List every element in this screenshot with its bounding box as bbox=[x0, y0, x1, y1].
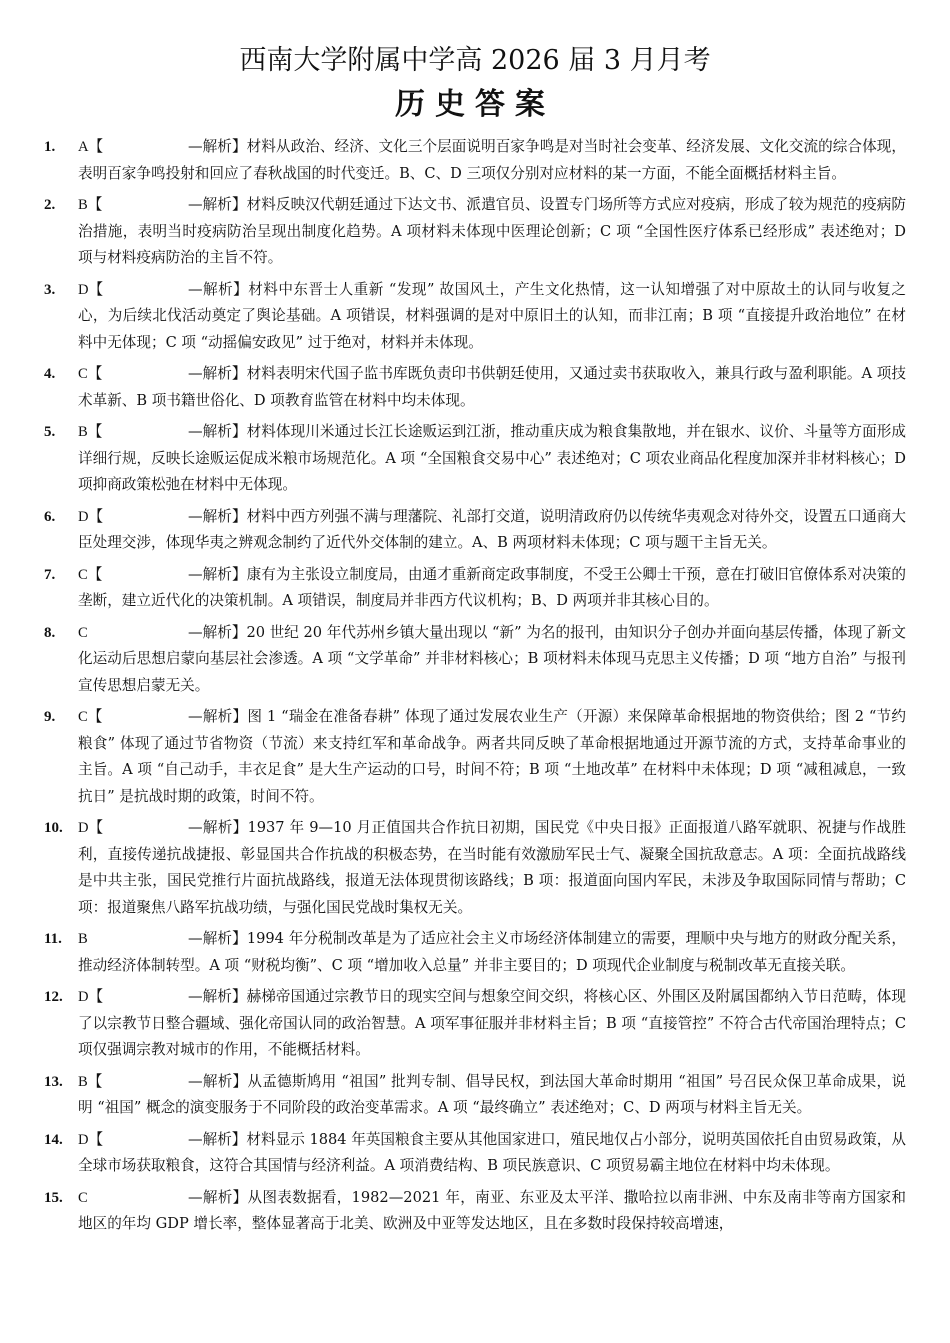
question-number: 9. bbox=[44, 709, 56, 725]
analysis-text: 材料显示 1884 年英国粮食主要从其他国家进口，殖民地仅占小部分，说明英国依托自由贸易政策，从全球市场获取粮食，这符合其国情与经济利益。A 项消费结构、B 项民族意识、C 项贸易霸主地位在材料中均未体现。 bbox=[78, 1130, 906, 1174]
analysis-text: 材料表明宋代国子监书库既负责印书供朝廷使用，又通过卖书获取收入，兼具行政与盈利职能。A 项技术革新、B 项书籍世俗化、D 项教育监管在材料中均未体现。 bbox=[78, 365, 906, 409]
question-number: 7. bbox=[44, 566, 56, 583]
analysis-text: 材料中东晋士人重新 “发现” 故国风土，产生文化热情，这一认知增强了对中原故土的认同与收复之心，为后续北伐活动奠定了舆论基础。A 项错误，材料强调的是对中原旧土的认知，而非江南；B 项 “直接提升政治地位” 在材料中无体现；C 项 “动摇偏安政见” 过于绝对，材料并未体现。 bbox=[78, 280, 906, 351]
analysis-text: 20 世纪 20 年代苏州乡镇大量出现以 “新” 为名的报刊，由知识分子创办并面向基层传播，体现了新文化运动后思想启蒙向基层社会渗透。A 项 “文学革命” 并非材料核心；B 项材料未体现马克思主义传播；D 项 “地方自治” 与报刊宣传思想启蒙无关。 bbox=[78, 623, 906, 694]
analysis-label: —解析】 bbox=[188, 1188, 248, 1206]
analysis-text: 图 1 “瑞金在准备春耕” 体现了通过发展农业生产（开源）来保障革命根据地的物资供给；图 2 “节约粮食” 体现了通过节省物资（节流）来支持红军和革命战争。两者共同反映了革命根据地通过开源节流的方式，支持革命事业的主旨。A 项 “自己动手，丰衣足食” 是大生产运动的口号，时间不符；B 项 “土地改革” 在材料中未体现；D 项 “减租减息，一致抗日” 是抗战时期的政策，时间不符。 bbox=[78, 708, 906, 805]
answer-choice: D【 bbox=[78, 281, 104, 298]
analysis-label: —解析】 bbox=[188, 280, 249, 298]
question-number: 8. bbox=[44, 624, 56, 641]
answer-item bbox=[44, 562, 906, 615]
analysis-text: 从图表数据看，1982—2021 年，南亚、东亚及太平洋、撒哈拉以南非洲、中东及南非等南方国家和地区的年均 GDP 增长率，整体显著高于北美、欧洲及中亚等发达地区，且在多数时段保持较高增速， bbox=[78, 1188, 906, 1232]
answer-choice: C【 bbox=[78, 566, 103, 583]
page-title: 西南大学附属中学高 2026 届 3 月月考 bbox=[239, 45, 711, 76]
answer-item bbox=[44, 1069, 906, 1122]
answer-choice: C【 bbox=[78, 709, 103, 725]
answer-item bbox=[44, 620, 906, 700]
analysis-text: 从孟德斯鸠用 “祖国” 批判专制、倡导民权，到法国大革命时期用 “祖国” 号召民众保卫革命成果，说明 “祖国” 概念的演变服务于不同阶段的政治变革需求。A 项 “最终确立” 表述绝对；C、D 两项与材料主旨无关。 bbox=[78, 1072, 906, 1116]
analysis-text: 材料中西方列强不满与理藩院、礼部打交道，说明清政府仍以传统华夷观念对待外交，设置五口通商大臣处理交涉，体现华夷之辨观念制约了近代外交体制的建立。A、B 两项材料未体现；C 项与题干主旨无关。 bbox=[78, 507, 906, 551]
question-number: 2. bbox=[44, 197, 56, 213]
answer-choice: B【 bbox=[78, 424, 103, 440]
answer-choice: C【 bbox=[78, 366, 103, 382]
question-number: 5. bbox=[44, 424, 56, 440]
answer-item bbox=[44, 926, 906, 979]
analysis-label: —解析】 bbox=[188, 365, 247, 382]
analysis-label: —解析】 bbox=[188, 988, 247, 1005]
answer-choice: D【 bbox=[78, 989, 104, 1005]
analysis-label: —解析】 bbox=[188, 423, 247, 440]
answer-item bbox=[44, 1127, 906, 1180]
analysis-label: —解析】 bbox=[188, 196, 247, 213]
question-number: 14. bbox=[44, 1131, 63, 1148]
answer-choice: B【 bbox=[78, 197, 103, 213]
answer-choice: B bbox=[78, 931, 88, 947]
answer-choice: B【 bbox=[78, 1073, 103, 1090]
analysis-label: —解析】 bbox=[188, 1130, 247, 1148]
analysis-text: 材料从政治、经济、文化三个层面说明百家争鸣是对当时社会变革、经济发展、文化交流的综合体现，表明百家争鸣投射和回应了春秋战国的时代变迁。B、C、D 三项仅分别对应材料的某一方面，不能全面概括材料主旨。 bbox=[78, 138, 906, 182]
analysis-text: 康有为主张设立制度局，由通才重新商定政事制度，不受王公卿士干预，意在打破旧官僚体系对决策的垄断，建立近代化的决策机制。A 项错误，制度局并非西方代议机构；B、D 两项并非其核心目的。 bbox=[78, 565, 906, 609]
question-number: 4. bbox=[44, 366, 56, 382]
answer-item bbox=[44, 361, 906, 414]
answer-item bbox=[44, 984, 906, 1064]
analysis-label: —解析】 bbox=[188, 819, 248, 836]
answer-item bbox=[44, 277, 906, 357]
answer-choice: D【 bbox=[78, 508, 104, 525]
answer-item bbox=[44, 815, 906, 921]
analysis-text: 材料反映汉代朝廷通过下达文书、派遣官员、设置专门场所等方式应对疫病，形成了较为规范的疫病防治措施，表明当时疫病防治呈现出制度化趋势。A 项材料未体现中医理论创新；C 项 “全国性医疗体系已经形成” 表述绝对；D 项与材料疫病防治的主旨不符。 bbox=[78, 196, 906, 266]
analysis-text: 1994 年分税制改革是为了适应社会主义市场经济体制建立的需要，理顺中央与地方的财政分配关系，推动经济体制转型。A 项 “财税均衡”、C 项 “增加收入总量” 并非主要目的；D 项现代企业制度与税制改革无直接关联。 bbox=[78, 930, 906, 974]
answer-choice: D【 bbox=[78, 1131, 104, 1148]
question-number: 13. bbox=[44, 1073, 63, 1090]
question-number: 3. bbox=[44, 281, 56, 298]
answer-choice: C bbox=[78, 1189, 88, 1206]
answer-choice: D【 bbox=[78, 820, 104, 836]
answer-item bbox=[44, 504, 906, 557]
analysis-label: —解析】 bbox=[188, 507, 247, 525]
answer-item bbox=[44, 704, 906, 810]
answer-list bbox=[44, 134, 906, 1238]
analysis-label: —解析】 bbox=[188, 1072, 248, 1090]
analysis-label: —解析】 bbox=[188, 708, 248, 725]
question-number: 6. bbox=[44, 508, 56, 525]
question-number: 1. bbox=[44, 139, 56, 155]
analysis-label: —解析】 bbox=[188, 930, 247, 947]
page-subtitle: 历史答案 bbox=[395, 87, 555, 122]
answer-item bbox=[44, 1185, 906, 1238]
answer-item bbox=[44, 419, 906, 499]
analysis-label: —解析】 bbox=[188, 565, 247, 583]
answer-choice: C bbox=[78, 624, 88, 641]
answer-item bbox=[44, 134, 906, 187]
analysis-text: 材料体现川米通过长江长途贩运到江浙，推动重庆成为粮食集散地，并在银水、议价、斗量等方面形成详细行规，反映长途贩运促成米粮市场规范化。A 项 “全国粮食交易中心” 表述绝对；C 项农业商品化程度加深并非材料核心；D 项抑商政策松弛在材料中无体现。 bbox=[78, 423, 906, 493]
answer-choice: A【 bbox=[78, 139, 104, 155]
analysis-text: 赫梯帝国通过宗教节日的现实空间与想象空间交织，将核心区、外围区及附属国都纳入节日范畴，体现了以宗教节日整合疆域、强化帝国认同的政治智慧。A 项军事征服并非材料主旨；B 项 “直接管控” 不符合古代帝国治理特点；C 项仅强调宗教对城市的作用，不能概括材料。 bbox=[78, 988, 906, 1058]
question-number: 10. bbox=[44, 820, 63, 836]
answer-item bbox=[44, 192, 906, 272]
analysis-label: —解析】 bbox=[188, 138, 247, 155]
question-number: 12. bbox=[44, 989, 63, 1005]
analysis-text: 1937 年 9—10 月正值国共合作抗日初期，国民党《中央日报》正面报道八路军就职、祝捷与作战胜利，直接传递抗战捷报、彰显国共合作抗战的积极态势，在当时能有效激励军民士气、凝聚全国抗敌意志。A 项：全面抗战路线是中共主张，国民党推行片面抗战路线，报道无法体现贯彻该路线；B 项：报道面向国内军民，未涉及争取国际同情与帮助；C 项：报道聚焦八路军抗战功绩，与强化国民党战时集权无关。 bbox=[78, 819, 906, 916]
analysis-label: —解析】 bbox=[188, 623, 247, 641]
question-number: 15. bbox=[44, 1189, 63, 1206]
question-number: 11. bbox=[44, 931, 62, 947]
